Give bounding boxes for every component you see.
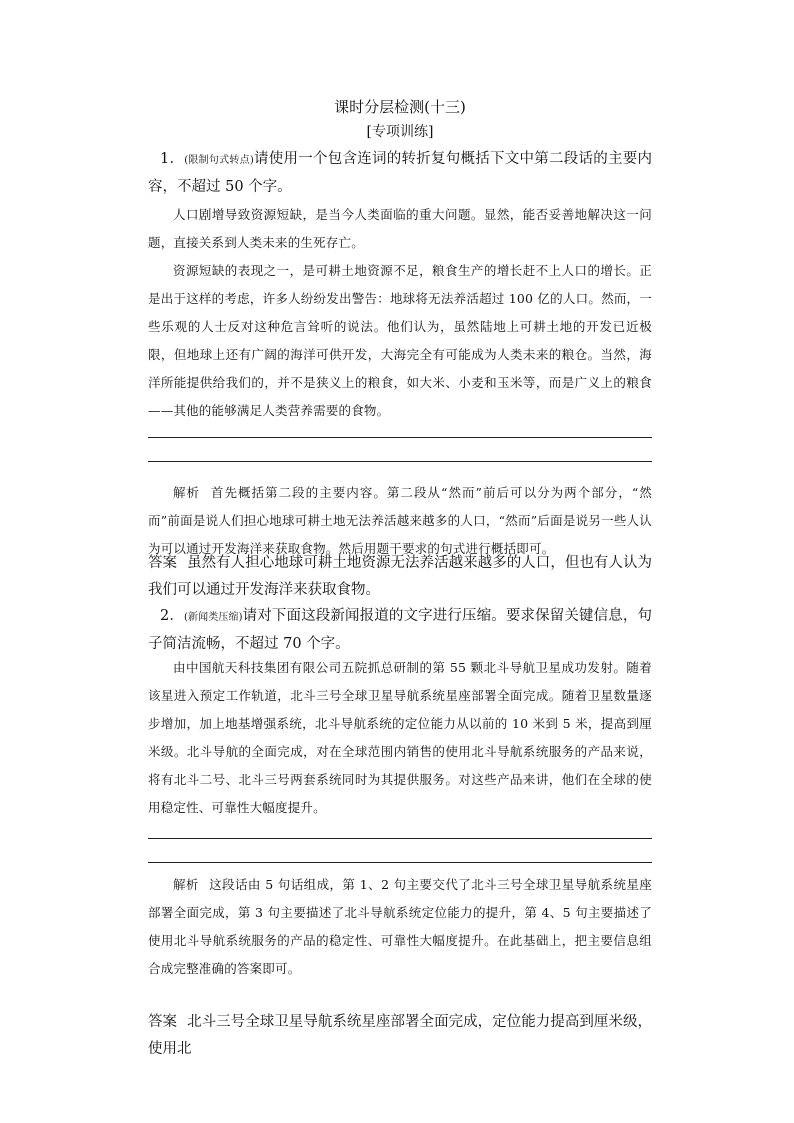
analysis-text: 这段话由 5 句话组成，第 1、2 句主要交代了北斗三号全球卫星导航系统星座部署全面完成，第 3 句主要描述了北斗导航系统定位能力的提升，第 4、5 句主要描述了使用北斗导航系统服务的产品的稳定性、可靠性大幅度提升。在此基础上，把主要信息组合成完整准确的答案即可。 — [148, 877, 653, 976]
answer-line — [148, 862, 652, 863]
question-1-passage-paragraph-1: 人口剧增导致资源短缺，是当今人类面临的重大问题。显然，能否妥善地解决这一问题，直接关系到人类未来的生死存亡。 — [148, 207, 652, 250]
page-title: 课时分层检测(十三) — [334, 98, 466, 116]
answer-line — [148, 838, 652, 839]
question-1 — [148, 146, 652, 201]
question-1-passage-paragraph-2: 资源短缺的表现之一，是可耕土地资源不足，粮食生产的增长赶不上人口的增长。正是出于这样的考虑，许多人纷纷发出警告：地球将无法养活超过 100 亿的人口。然而，一些乐观的人士反对这种危言耸听的说法。他们认为，虽然陆地上可耕土地的开发已近极限，但地球上还有广阔的海洋可供开发，大海完全有可能成为人类未来的粮仓。当然，海洋所能提供给我们的，并不是狭义上的粮食，如大米、小麦和玉米等，而是广义上的粮食——其他的能够满足人类营养需要的食物。 — [148, 263, 652, 418]
question-1-text: 请使用一个包含连词的转折复句概括下文中第二段话的主要内容，不超过 50 个字。 — [148, 151, 652, 195]
question-2-text: 请对下面这段新闻报道的文字进行压缩。要求保留关键信息，句子简洁流畅，不超过 70 个字。 — [148, 608, 652, 652]
question-2-passage: 由中国航天科技集团有限公司五院抓总研制的第 55 颗北斗导航卫星成功发射。随着该星进入预定工作轨道，北斗三号全球卫星导航系统星座部署全面完成。随着卫星数量逐步增加，加上地基增强系统，北斗导航系统的定位能力从以前的 10 米到 5 米，提高到厘米级。北斗导航的全面完成，对在全球范围内销售的使用北斗导航系统服务的产品来说，将有北斗二号、北斗三号两套系统同时为其提供服务。对这些产品来讲，他们在全球的使用稳定性、可靠性大幅度提升。 — [148, 660, 652, 815]
analysis-label: 解析 — [173, 485, 201, 500]
analysis-label: 解析 — [173, 877, 199, 892]
answer-line — [148, 461, 652, 462]
answer-label: 答案 — [148, 1014, 178, 1030]
question-1-answer — [148, 550, 652, 604]
question-2-number: 2． — [160, 608, 184, 624]
question-2-analysis — [148, 871, 652, 983]
question-2-answer — [148, 1009, 652, 1063]
answer-text: 虽然有人担心地球可耕土地资源无法养活越来越多的人口，但也有人认为我们可以通过开发海洋来获取食物。 — [148, 555, 653, 598]
page-subtitle: [专项训练] — [366, 124, 434, 140]
answer-text: 北斗三号全球卫星导航系统星座部署全面完成，定位能力提高到厘米级，使用北 — [148, 1014, 653, 1057]
analysis-text: 首先概括第二段的主要内容。第二段从“然而”前后可以分为两个部分，“然而”前面是说人们担心地球可耕土地无法养活越来越多的人口，“然而”后面是说另一些人认为可以通过开发海洋来获取食物。然后用题干要求的句式进行概括即可。 — [148, 485, 652, 556]
answer-label: 答案 — [148, 555, 178, 571]
question-2 — [148, 603, 652, 658]
question-1-tag: (限制句式转点) — [184, 155, 254, 166]
answer-line — [148, 437, 652, 438]
question-2-tag: (新闻类压缩) — [183, 612, 243, 623]
question-1-number: 1． — [160, 151, 185, 167]
